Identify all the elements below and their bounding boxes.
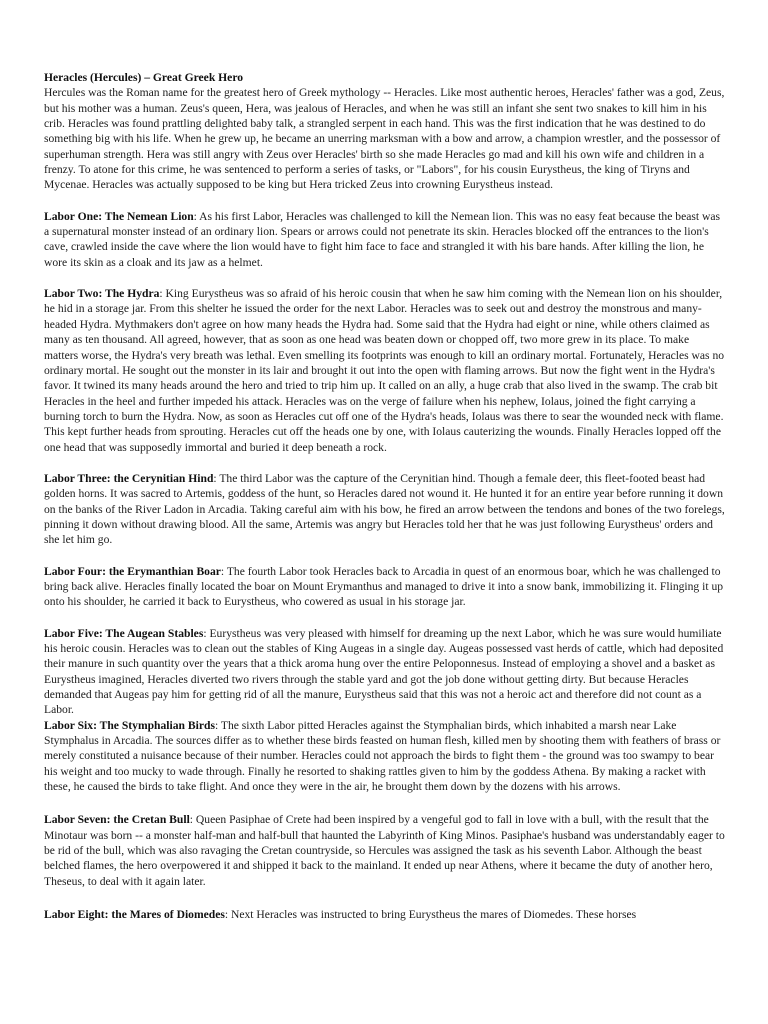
- labor-paragraph: [44, 286, 725, 455]
- labor-paragraph: [44, 907, 725, 922]
- labor-heading: Labor Six: The Stymphalian Birds: [44, 718, 215, 732]
- labor-paragraph: [44, 718, 725, 795]
- labor-text: : The fourth Labor took Heracles back to Arcadia in quest of an enormous boar, which he was challenged to bring back alive. Heracles finally located the boar on Mount Erymanthus and managed to drive it into a snow bank, immobilizing it. Flinging it up onto his shoulder, he carried it back to Eurystheus, who cowered as usual in his storage jar.: [44, 564, 724, 609]
- labor-text: : The sixth Labor pitted Heracles against the Stymphalian birds, which inhabited a marsh near Lake Stymphalus in Arcadia. The sources differ as to whether these birds feasted on human flesh, killed men by shooting them with feathers of brass or merely constituted a nuisance because of their number. Heracles could not approach the birds to fight them - the ground was too swampy to bear his weight and too mucky to wade through. Finally he resorted to shaking rattles given to him by the goddess Athena. By making a racket with these, he caused the birds to take flight. And once they were in the air, he brought them down by the dozens with his arrows.: [44, 718, 721, 794]
- labor-text: : King Eurystheus was so afraid of his heroic cousin that when he saw him coming with the Nemean lion on his shoulder, he hid in a storage jar. From this shelter he issued the order for the next Labor. Heracles was to seek out and destroy the monstrous and many-headed Hydra. Mythmakers don't agree on how many heads the Hydra had. Some said that the Hydra had eight or nine, while others claimed as many as ten thousand. All agreed, however, that as soon as one head was beaten down or chopped off, two more grew in its place. To make matters worse, the Hydra's very breath was lethal. Even smelling its footprints was enough to kill an ordinary mortal. Fortunately, Heracles was no ordinary mortal. He sought out the monster in its lair and brought it out into the open with flaming arrows. But now the fight went in the Hydra's favor. It twined its many heads around the hero and tried to trip him up. It called on an ally, a huge crab that also lived in the swamp. The crab bit Heracles in the heel and further impeded his attack. Heracles was on the verge of failure when his nephew, Iolaus, joined the fight carrying a burning torch to burn the Hydra. Now, as soon as Heracles cut off one of the Hydra's heads, Iolaus was there to sear the wounded neck with flame. This kept further heads from sprouting. Heracles cut off the heads one by one, with Iolaus cauterizing the wounds. Finally Heracles lopped off the one head that was supposedly immortal and buried it deep beneath a rock.: [44, 287, 725, 454]
- labor-paragraph: [44, 564, 725, 610]
- labor-heading: Labor Four: the Erymanthian Boar: [44, 564, 221, 578]
- labor-paragraph: [44, 209, 725, 270]
- labor-paragraph: [44, 626, 725, 718]
- labor-heading: Labor Five: The Augean Stables: [44, 626, 204, 640]
- labor-text: : Queen Pasiphae of Crete had been inspired by a vengeful god to fall in love with a bull, with the result that the Minotaur was born -- a monster half-man and half-bull that haunted the Labyrinth of King Minos. Pasiphae's husband was understandably eager to be rid of the bull, which was also ravaging the Cretan countryside, so Hercules was assigned the task as his seventh Labor. Although the beast belched flames, the hero overpowered it and shipped it back to the mainland. It ended up near Athens, where it became the duty of another hero, Theseus, to deal with it again later.: [44, 813, 725, 888]
- labor-heading: Labor Three: the Cerynitian Hind: [44, 471, 214, 485]
- labor-heading: Labor Seven: the Cretan Bull: [44, 813, 190, 827]
- document-title: Heracles (Hercules) – Great Greek Hero: [44, 71, 244, 84]
- labor-paragraph: [44, 812, 725, 889]
- labor-paragraph: [44, 471, 725, 548]
- document-page: [44, 70, 725, 923]
- labor-heading: Labor One: The Nemean Lion: [44, 209, 194, 223]
- labor-text: : As his first Labor, Heracles was challenged to kill the Nemean lion. This was no easy feat because the beast was a supernatural monster instead of an ordinary lion. Spears or arrows could not penetrate its skin. Heracles blocked off the entrances to the lion's cave, crawled inside the cave where the lion would have to fight him face to face and strangled it with his bare hands. After killing the lion, he wore its skin as a cloak and its jaw as a helmet.: [44, 209, 721, 269]
- labor-heading: Labor Eight: the Mares of Diomedes: [44, 908, 225, 922]
- intro-text: Hercules was the Roman name for the greatest hero of Greek mythology -- Heracles. Like most authentic heroes, Heracles' father was a god, Zeus, but his mother was a human. Zeus's queen, Hera, was jealous of Heracles, and when he was still an infant she sent two snakes to kill him in his crib. Heracles was found prattling delighted baby talk, a strangled serpent in each hand. This was the first indication that he was destined to do something big with his life. When he grew up, he became an unerring marksman with a bow and arrow, a champion wrestler, and the possessor of superhuman strength. Hera was still angry with Zeus over Heracles' birth so she made Heracles go mad and kill his own wife and children in a frenzy. To atone for this crime, he was sentenced to perform a series of tasks, or "Labors", for his cousin Eurystheus, the king of Tiryns and Mycenae. Heracles was actually supposed to be king but Hera tricked Zeus into crowning Eurystheus instead.: [44, 86, 725, 192]
- labor-heading: Labor Two: The Hydra: [44, 287, 160, 301]
- labor-text: : Next Heracles was instructed to bring Eurystheus the mares of Diomedes. These horses: [224, 908, 637, 922]
- intro-paragraph: [44, 70, 725, 193]
- labor-text: : Eurystheus was very pleased with himself for dreaming up the next Labor, which he was sure would humiliate his heroic cousin. Heracles was to clean out the stables of King Augeas in a single day. Augeas possessed vast herds of cattle, which had deposited their manure in such quantity over the years that a thick aroma hung over the entire Peloponnesus. Instead of employing a shovel and a basket as Eurystheus imagined, Heracles diverted two rivers through the stable yard and got the job done without getting dirty. But because Heracles demanded that Augeas pay him for getting rid of all the manure, Eurystheus said that this was not a heroic act and therefore did not count as a Labor.: [44, 626, 724, 717]
- labor-text: : The third Labor was the capture of the Cerynitian hind. Though a female deer, this fleet-footed beast had golden horns. It was sacred to Artemis, goddess of the hunt, so Heracles dared not wound it. He hunted it for an entire year before running it down on the banks of the River Ladon in Arcadia. Taking careful aim with his bow, he fired an arrow between the tendons and bones of the two forelegs, pinning it down without drawing blood. All the same, Artemis was angry but Heracles told her that he was just following Eurystheus' orders and she let him go.: [44, 471, 725, 547]
